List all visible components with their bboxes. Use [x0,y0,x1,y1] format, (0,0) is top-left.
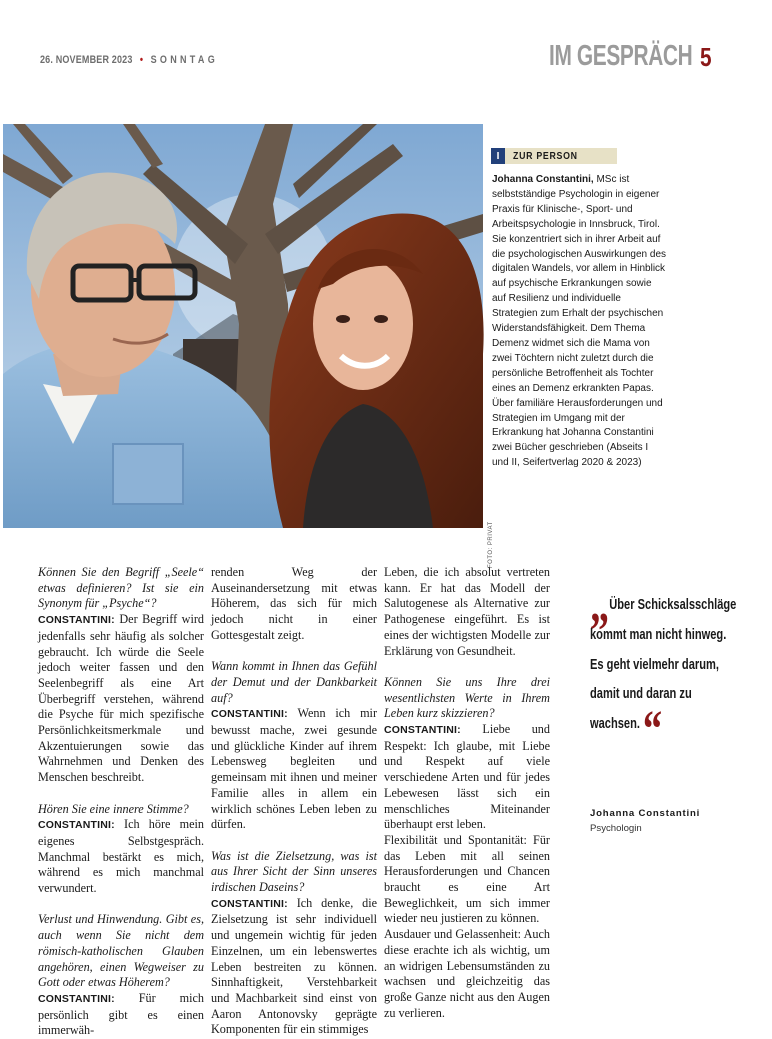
answer-text: Wenn ich mir bewusst mache, zwei gesunde und glückliche Kinder auf ihrem Lebensweg begleiten und gemeinsam mit ihnen und meiner Familie alles in allem ein wirklich schönes Leben leben zu dürfen. [211,706,377,832]
speaker-label: CONSTANTINI: [211,897,288,910]
quote-author-role: Psychologin [590,823,642,834]
pull-quote-text [590,576,742,758]
close-quote-icon: “ [642,700,658,758]
date-text: 26. NOVEMBER 2023 [40,54,133,66]
photo-credit-text: FOTO: PRIVAT [488,521,494,568]
section-title: IM GESPRÄCH [549,40,693,72]
answer-text: Für mich persönlich gibt es einen immerwäh- [38,990,204,1038]
open-quote-icon: „ [590,576,605,633]
article-column-3 [384,565,550,1021]
answer-continued: renden Weg der Auseinandersetzung mit etwas Höherem, das sich für mich jedoch nicht in einer Gottesgestalt zeigt. [211,565,377,642]
question: Was ist die Zielsetzung, was ist aus Ihrer Sicht der Sinn unseres irdischen Daseins? [211,848,377,895]
question: Können Sie uns Ihre drei wesentlichsten Werte in Ihrem Leben kurz skizzieren? [384,674,550,721]
question: Wann kommt in Ihnen das Gefühl der Demut und der Dankbarkeit auf? [211,659,377,705]
speaker-label: CONSTANTINI: [38,614,115,627]
answer-text: Ich höre mein eigenes Selbstgespräch. Manchmal bestärkt es mich, während es mich manchmal verwundert. [38,817,204,896]
answer-paragraph: Ausdauer und Gelassenheit: Auch diese erachte ich als wichtig, um an widrigen Lebensumständen zu wachsen und gleichzeitig das große Ganze nicht aus den Augen zu verlieren. [384,927,550,1020]
speaker-label: CONSTANTINI: [384,724,461,737]
question: Hören Sie eine innere Stimme? [38,801,189,816]
answer [38,991,204,1039]
question: Können Sie den Begriff „Seele“ etwas definieren? Ist sie ein Synonym für „Psyche“? [38,565,204,611]
separator-dot: • [139,54,144,66]
answer [38,817,204,897]
portrait-photo [3,124,483,528]
zur-person-label: ZUR PERSON [513,150,578,162]
speaker-label: CONSTANTINI: [211,708,288,721]
issue-date [40,54,218,66]
quote-author: Johanna Constantini [590,808,701,819]
answer [384,722,550,833]
page-number: 5 [700,42,712,72]
question: Verlust und Hinwendung. Gibt es, auch wenn Sie nicht dem römisch-katholischen Glauben angehören, einen Wegweiser zu Gott oder etwas Höherem? [38,912,204,990]
answer-text: Ich denke, die Zielsetzung ist sehr individuell und ungemein wichtig für jeden Einzelnen, um ein lebenswertes Leben bestreiten zu können. Sinnhaftigkeit, Verstehbarkeit und Machbarkeit sind einst von Aaron Antonovsky geprägte Komponenten für ein stimmiges [211,895,377,1037]
bio-text: MSc ist selbstständige Psychologin in eigener Praxis für Klinische-, Sport- und Arbeitspsychologie in Innsbruck, Tirol. Sie konzentriert sich in ihrer Arbeit auf die psychologischen Auswirkungen des digitalen Wandels, vor allem in Hinblick auf psychische Erkrankungen sowie auf Resilienz und individuelle Strategien zum Erhalt der psychischen Widerstandsfähigkeit. Dem Thema Demenz widmet sich die Mama von zwei Töchtern nicht zuletzt durch die persönliche Betroffenheit als Tochter eines an Demenz erkrankten Papas. Über familiäre Herausforderungen und Strategien im Umgang mit der Erkrankung hat Johanna Constantini zwei Bücher geschrieben (Abseits I und II, Seifertverlag 2020 & 2023) [492,174,666,469]
zur-person-bio [492,173,666,471]
answer-text: Liebe und Respekt: Ich glaube, mit Liebe und Respekt auf viele verschiedene Arten und für jedes Lebewesen lässt sich ein menschliches Miteinander überhaupt erst leben. [384,722,550,832]
answer [211,706,377,833]
answer-text: Der Begriff wird jedenfalls sehr häufig als solcher gebraucht. Ich würde die Seele jedoch weiter fassen und den Seelenbegriff als eine Art Überbegriff verstehen, während die Psyche für mich spezifische Persönlichkeitsmerkmale und Akzentuierungen sowie das Wahrnehmen und Denken des Menschen beschreibt. [38,612,204,785]
info-icon: I [491,148,505,164]
article-column-2 [211,565,377,1038]
photo-credit [488,521,498,570]
bio-name: Johanna Constantini, [492,174,594,185]
speaker-label: CONSTANTINI: [38,819,115,832]
pull-quote [590,576,740,758]
answer [211,896,377,1038]
answer-paragraph: Flexibilität und Spontanität: Für das Leben mit all seinen Herausforderungen und Chancen braucht es eine Art Beweglichkeit, um sich immer wieder neu justieren zu können. [384,832,550,926]
weekday-text: SONNTAG [150,54,219,66]
photo-illustration [3,124,483,528]
quote-body: Über Schicksalsschläge kommt man nicht hinweg. Es geht vielmehr darum, damit und daran zu wachsen. [590,596,737,732]
speaker-label: CONSTANTINI: [38,992,115,1005]
answer-continued: Leben, die ich absolut vertreten kann. Er hat das Modell der Salutogenese als Alternative zur Pathogenese eingeführt. Es ist eines der wichtigsten Modelle zur Erklärung von Gesundheit. [384,565,550,658]
zur-person-header [491,148,617,164]
answer [38,612,204,786]
article-column-1 [38,565,204,1039]
